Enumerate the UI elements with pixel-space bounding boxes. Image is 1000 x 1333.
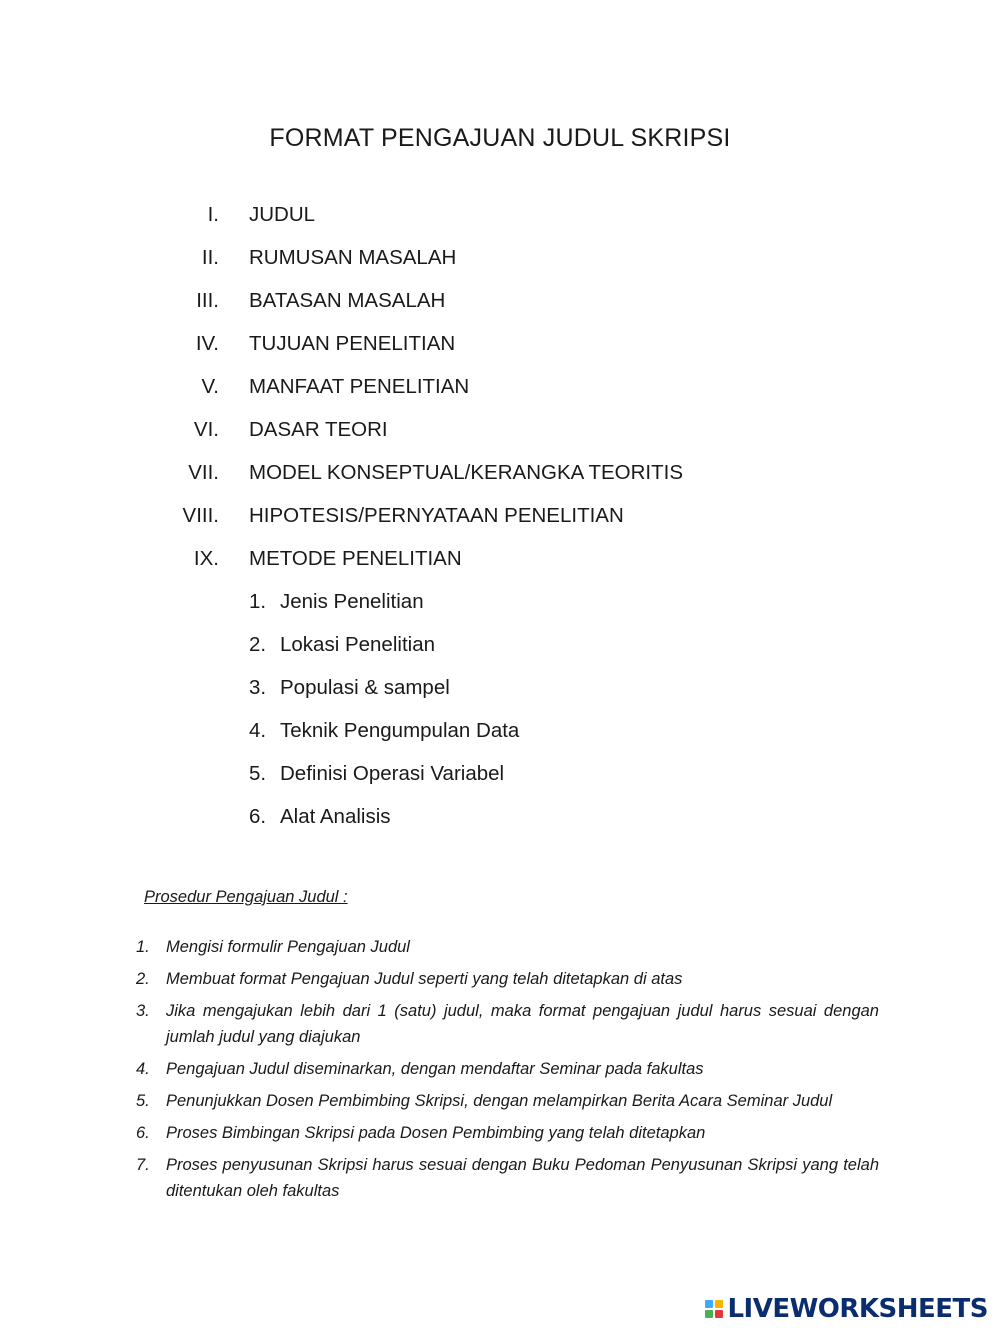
outline-numeral: VII. bbox=[188, 461, 219, 484]
outline-label: BATASAN MASALAH bbox=[249, 289, 446, 312]
logo-square bbox=[705, 1300, 713, 1308]
outline-label: TUJUAN PENELITIAN bbox=[249, 332, 456, 355]
method-label: Definisi Operasi Variabel bbox=[280, 762, 505, 785]
method-number: 1. bbox=[249, 590, 267, 613]
procedure-item bbox=[0, 1152, 1000, 1204]
procedure-item bbox=[0, 998, 1000, 1050]
procedure-item bbox=[0, 1120, 1000, 1146]
outline-label: DASAR TEORI bbox=[249, 418, 388, 441]
outline-item bbox=[0, 458, 1000, 501]
procedure-number: 6. bbox=[136, 1124, 150, 1142]
outline-item bbox=[0, 286, 1000, 329]
outline-list bbox=[0, 200, 1000, 845]
procedure-text: Proses penyusunan Skripsi harus sesuai dengan Buku Pedoman Penyusunan Skripsi yang telah ditentukan oleh fakultas bbox=[166, 1156, 879, 1200]
method-label: Teknik Pengumpulan Data bbox=[280, 719, 520, 742]
method-label: Alat Analisis bbox=[280, 805, 391, 828]
outline-numeral: VIII. bbox=[182, 504, 219, 527]
method-number: 6. bbox=[249, 805, 267, 828]
outline-item bbox=[0, 200, 1000, 243]
logo-square bbox=[705, 1310, 713, 1318]
outline-label: JUDUL bbox=[249, 203, 316, 226]
method-item bbox=[0, 759, 1000, 802]
method-number: 5. bbox=[249, 762, 267, 785]
procedure-text: Membuat format Pengajuan Judul seperti yang telah ditetapkan di atas bbox=[166, 970, 683, 988]
logo-square bbox=[715, 1310, 723, 1318]
outline-numeral: VI. bbox=[193, 418, 219, 441]
method-label: Populasi & sampel bbox=[280, 676, 450, 699]
procedure-item bbox=[0, 1088, 1000, 1114]
procedure-text: Pengajuan Judul diseminarkan, dengan mendaftar Seminar pada fakultas bbox=[166, 1060, 704, 1078]
outline-label: HIPOTESIS/PERNYATAAN PENELITIAN bbox=[249, 504, 624, 527]
method-number: 2. bbox=[249, 633, 267, 656]
procedure-item bbox=[0, 934, 1000, 960]
method-item bbox=[0, 587, 1000, 630]
outline-item bbox=[0, 501, 1000, 544]
procedure-text: Proses Bimbingan Skripsi pada Dosen Pembimbing yang telah ditetapkan bbox=[166, 1124, 706, 1142]
outline-item bbox=[0, 329, 1000, 372]
outline-label: MODEL KONSEPTUAL/KERANGKA TEORITIS bbox=[249, 461, 684, 484]
procedure-text: Penunjukkan Dosen Pembimbing Skripsi, dengan melampirkan Berita Acara Seminar Judul bbox=[166, 1092, 833, 1110]
liveworksheets-logo-icon bbox=[705, 1300, 723, 1318]
procedure-text: Mengisi formulir Pengajuan Judul bbox=[166, 938, 410, 956]
method-item bbox=[0, 802, 1000, 845]
method-item bbox=[0, 716, 1000, 759]
outline-item bbox=[0, 415, 1000, 458]
procedure-number: 7. bbox=[136, 1156, 150, 1174]
procedure-number: 3. bbox=[136, 1002, 150, 1020]
logo-square bbox=[715, 1300, 723, 1308]
method-number: 3. bbox=[249, 676, 267, 699]
method-number: 4. bbox=[249, 719, 267, 742]
outline-item bbox=[0, 243, 1000, 286]
procedure-number: 4. bbox=[136, 1060, 150, 1078]
procedure-number: 2. bbox=[136, 970, 150, 988]
outline-item bbox=[0, 544, 1000, 587]
procedure-list bbox=[0, 934, 1000, 1210]
page-title: FORMAT PENGAJUAN JUDUL SKRIPSI bbox=[269, 124, 731, 152]
procedure-number: 5. bbox=[136, 1092, 150, 1110]
outline-label: METODE PENELITIAN bbox=[249, 547, 462, 570]
method-label: Lokasi Penelitian bbox=[280, 633, 435, 656]
outline-label: RUMUSAN MASALAH bbox=[249, 246, 457, 269]
procedure-heading: Prosedur Pengajuan Judul : bbox=[144, 888, 348, 906]
outline-item bbox=[0, 372, 1000, 415]
method-item bbox=[0, 673, 1000, 716]
procedure-text: Jika mengajukan lebih dari 1 (satu) judul, maka format pengajuan judul harus sesuai dengan jumlah judul yang diajukan bbox=[166, 1002, 879, 1046]
liveworksheets-watermark bbox=[705, 1292, 988, 1326]
outline-numeral: I. bbox=[207, 203, 219, 226]
outline-numeral: IV. bbox=[195, 332, 219, 355]
procedure-item bbox=[0, 1056, 1000, 1082]
outline-numeral: III. bbox=[196, 289, 219, 312]
method-label: Jenis Penelitian bbox=[280, 590, 424, 613]
procedure-number: 1. bbox=[136, 938, 150, 956]
outline-label: MANFAAT PENELITIAN bbox=[249, 375, 470, 398]
procedure-item bbox=[0, 966, 1000, 992]
method-item bbox=[0, 630, 1000, 673]
outline-numeral: II. bbox=[201, 246, 219, 269]
outline-numeral: V. bbox=[201, 375, 219, 398]
watermark-text: LIVEWORKSHEETS bbox=[727, 1294, 988, 1324]
outline-numeral: IX. bbox=[193, 547, 219, 570]
